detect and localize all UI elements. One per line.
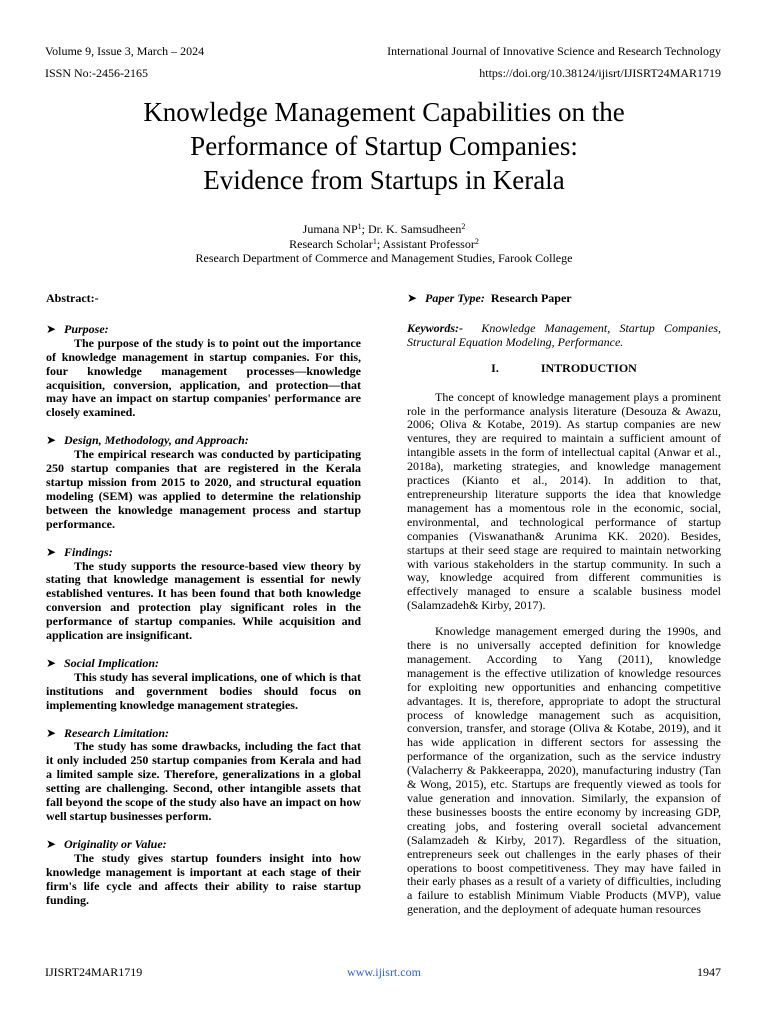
section-heading-introduction (407, 362, 721, 376)
article-id: IJISRT24MAR1719 (45, 965, 143, 979)
abstract-section-text: The study supports the resource-based view theory by stating that knowledge management is essential for newly established ventures. It has been found that both knowledge conversion and protection play significant roles in the performance of startup companies. While acquisition and application are insignificant. (46, 558, 361, 643)
paper-type (407, 292, 721, 306)
website-link[interactable]: www.ijisrt.com (347, 965, 421, 979)
arrow-bullet-icon: ➤ (46, 321, 57, 336)
section-title: INTRODUCTION (540, 360, 637, 375)
abstract-section-heading (46, 838, 361, 852)
page-number: 1947 (697, 965, 721, 979)
volume-issue: Volume 9, Issue 3, March – 2024 (45, 44, 205, 58)
affiliation: Research Department of Commerce and Management Studies, Farook College (195, 251, 573, 265)
section-heading-text: Research Limitation: (64, 725, 169, 740)
affiliation-mark: 1 (372, 236, 377, 246)
abstract-section-heading (46, 323, 361, 337)
arrow-bullet-icon: ➤ (46, 655, 57, 670)
author-role: ; Assistant Professor (376, 236, 475, 251)
section-heading-text: Originality or Value: (64, 836, 167, 851)
body-paragraph: The concept of knowledge management plays a prominent role in the performance analysis literature (Desouza & Awazu, 2006; Oliva & Kotabe, 2019). As startup companies are new ventures, they are required to maintain a sufficient amount of intangible assets in the form of intellectual capital (Anwar et al., 2018a), marketing strategies, and knowledge management practices (Kianto et al., 2014). In addition to that, entrepreneurship literature supports the idea that knowledge management has a momentous role in the economic, social, environmental, and technological performance of startup companies (Viswanathan& Arunima KK. 2020). Besides, startups at their seed stage are required to maintain networking with various stakeholders in the startup community. In such a way, knowledge acquired from different communities is effectively managed to ensure a scalable business model (Salamzadeh& Kirby, 2017). (407, 389, 721, 613)
title-line: Performance of Startup Companies: (190, 131, 578, 161)
author-name: ; Dr. K. Samsudheen (361, 222, 462, 236)
arrow-bullet-icon: ➤ (46, 725, 57, 740)
affiliation-mark: 1 (357, 222, 362, 231)
abstract-section-text: This study has several implications, one of which is that institutions and government bodies should focus on implementing knowledge management strategies. (46, 669, 361, 712)
paper-type-label: Paper Type: (425, 291, 485, 305)
paper-type-value: Research Paper (490, 291, 572, 305)
section-heading-text: Findings: (64, 544, 113, 559)
journal-name: International Journal of Innovative Science and Research Technology (387, 44, 721, 58)
paper-title (0, 95, 768, 197)
abstract-section-heading (46, 727, 361, 741)
abstract-section-text: The purpose of the study is to point out the importance of knowledge management in startup companies. For this, four knowledge management processes—knowledge acquisition, conversion, application, and protection—that may have an impact on startup companies' performance are closely examined. (46, 335, 361, 420)
author-name: Jumana NP (302, 222, 358, 236)
body-paragraph: Knowledge management emerged during the 1990s, and there is no universally accepted definition for knowledge management. According to Yang (2011), knowledge management is the effective utilization of knowledge resources for exploiting new opportunities and enhancing competitive advantages. It is, therefore, appropriate to adopt the structural process of knowledge management such as acquisition, conversion, transfer, and storage (Oliva & Kotabe, 2019), and it has wide application in different sectors for assessing the performance of the organization, such as the service industry (Valacherry & Pakkeerappa, 2020), manufacturing industry (Tan & Wong, 2015), etc. Startups are frequently viewed as tools for value generation and innovation. Similarly, the expansion of these businesses boosts the entire economy by increasing GDP, creating jobs, and fostering overall societal advancement (Salamzadeh & Kirby, 2017). Regardless of the situation, entrepreneurs seek out challenges in the early phases of their operations to boost competitiveness. They may have failed in their early phases as a result of a variety of difficulties, including a failure to establish Minimum Viable Products (MVP), value generation, and the deployment of adequate human resources (407, 624, 721, 917)
abstract-section-text: The empirical research was conducted by participating 250 startup companies that are registered in the Kerala startup mission from 2015 to 2020, and structural equation modeling (SEM) was applied to determine the relationship between the knowledge management process and startup performance. (46, 447, 361, 531)
title-line: Evidence from Startups in Kerala (203, 165, 565, 195)
keywords-value: Knowledge Management, Startup Companies, Structural Equation Modeling, Performance. (407, 320, 721, 349)
arrow-bullet-icon: ➤ (46, 433, 57, 448)
issn: ISSN No:-2456-2165 (45, 66, 149, 80)
title-line: Knowledge Management Capabilities on the (143, 97, 625, 127)
abstract-heading: Abstract:- (46, 291, 99, 305)
affiliation-mark: 2 (461, 222, 466, 231)
abstract-section-text: The study gives startup founders insight into how knowledge management is important at each stage of their firm's life cycle and affects their ability to raise startup funding. (46, 850, 361, 907)
abstract-column (46, 292, 361, 907)
section-number: I. (491, 360, 499, 375)
arrow-bullet-icon: ➤ (46, 544, 57, 559)
abstract-section-heading (46, 657, 361, 671)
keywords-label: Keywords:- (407, 320, 463, 335)
keywords (407, 322, 721, 350)
abstract-section-heading (46, 546, 361, 560)
arrow-bullet-icon: ➤ (46, 836, 57, 851)
doi-link[interactable]: https://doi.org/10.38124/ijisrt/IJISRT24MAR1719 (479, 66, 721, 80)
affiliation-mark: 2 (474, 236, 479, 246)
section-heading-text: Design, Methodology, and Approach: (64, 433, 249, 448)
section-heading-text: Purpose: (64, 321, 109, 336)
arrow-bullet-icon: ➤ (407, 291, 418, 305)
body-column (407, 292, 721, 917)
abstract-section-heading (46, 434, 361, 448)
author-roles (0, 237, 768, 252)
author-block (0, 222, 768, 266)
section-heading-text: Social Implication: (64, 655, 160, 670)
author-names (0, 222, 768, 237)
abstract-section-text: The study has some drawbacks, including the fact that it only included 250 startup companies from Kerala and had a limited sample size. Therefore, generalizations in a global setting are challenging. Second, other intangible assets that fall beyond the scope of the study also have an impact on how well startup businesses perform. (46, 739, 361, 823)
author-role: Research Scholar (289, 236, 373, 251)
